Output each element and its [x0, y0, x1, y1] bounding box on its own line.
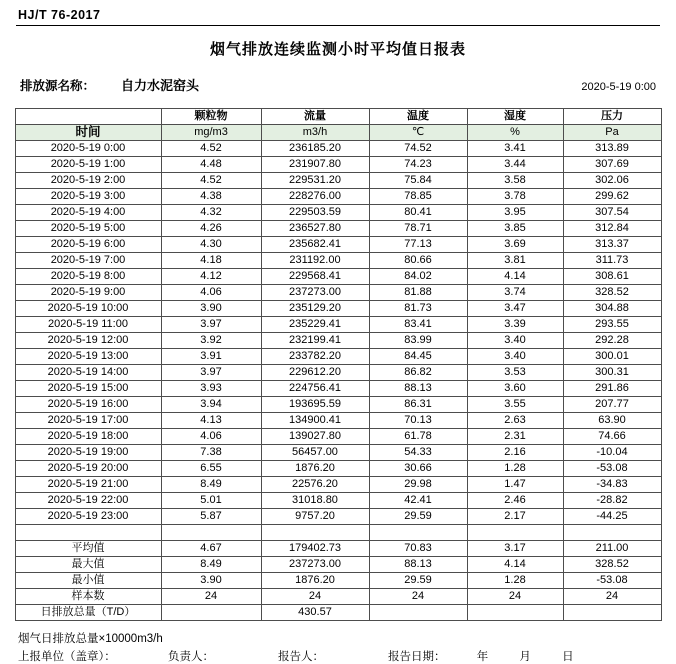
row-value-1: 7.38 — [161, 445, 261, 461]
table-row — [15, 237, 661, 253]
table-row — [15, 205, 661, 221]
row-value-4: 3.39 — [467, 317, 563, 333]
row-value-1: 3.92 — [161, 333, 261, 349]
row-value-4: 4.14 — [467, 269, 563, 285]
table-row — [15, 397, 661, 413]
row-value-2: 229612.20 — [261, 365, 369, 381]
row-value-1: 4.18 — [161, 253, 261, 269]
table-row — [15, 141, 661, 157]
row-time: 2020-5-19 3:00 — [15, 189, 161, 205]
row-value-3: 84.45 — [369, 349, 467, 365]
row-value-3: 74.52 — [369, 141, 467, 157]
row-value-1: 4.48 — [161, 157, 261, 173]
row-value-4: 2.46 — [467, 493, 563, 509]
table-row — [15, 173, 661, 189]
row-value-4: 3.53 — [467, 365, 563, 381]
signature-row — [14, 648, 662, 664]
table-header-row — [15, 109, 661, 125]
summary-row — [15, 541, 661, 557]
summary-row — [15, 573, 661, 589]
row-value-4: 3.40 — [467, 333, 563, 349]
row-value-3: 80.41 — [369, 205, 467, 221]
row-value-3: 29.59 — [369, 509, 467, 525]
row-time: 2020-5-19 22:00 — [15, 493, 161, 509]
summary-value-3: 24 — [369, 589, 467, 605]
row-value-5: -53.08 — [563, 461, 661, 477]
row-value-5: 292.28 — [563, 333, 661, 349]
row-value-1: 3.91 — [161, 349, 261, 365]
daily-total-blank-1 — [161, 605, 261, 621]
summary-value-1: 4.67 — [161, 541, 261, 557]
daily-total-value: 430.57 — [261, 605, 369, 621]
row-value-4: 3.47 — [467, 301, 563, 317]
row-value-3: 29.98 — [369, 477, 467, 493]
page-title: 烟气排放连续监测小时平均值日报表 — [209, 41, 466, 58]
row-value-3: 30.66 — [369, 461, 467, 477]
row-time: 2020-5-19 17:00 — [15, 413, 161, 429]
row-value-2: 134900.41 — [261, 413, 369, 429]
row-value-3: 70.13 — [369, 413, 467, 429]
row-time: 2020-5-19 18:00 — [15, 429, 161, 445]
source-label: 排放源名称： — [20, 79, 96, 93]
row-time: 2020-5-19 16:00 — [15, 397, 161, 413]
row-value-2: 229568.41 — [261, 269, 369, 285]
row-value-1: 4.26 — [161, 221, 261, 237]
row-value-3: 83.99 — [369, 333, 467, 349]
row-value-1: 5.01 — [161, 493, 261, 509]
row-value-5: 308.61 — [563, 269, 661, 285]
row-value-5: 299.62 — [563, 189, 661, 205]
row-value-5: 313.37 — [563, 237, 661, 253]
daily-total-empty-2 — [467, 605, 563, 621]
summary-label: 平均值 — [15, 541, 161, 557]
row-value-1: 3.97 — [161, 317, 261, 333]
row-value-1: 8.49 — [161, 477, 261, 493]
summary-value-1: 3.90 — [161, 573, 261, 589]
row-value-4: 2.17 — [467, 509, 563, 525]
report-unit-label: 上报单位（盖章）： — [18, 651, 116, 663]
summary-value-2: 1876.20 — [261, 573, 369, 589]
row-time: 2020-5-19 8:00 — [15, 269, 161, 285]
summary-value-1: 24 — [161, 589, 261, 605]
report-date-group — [388, 648, 652, 664]
row-value-4: 3.85 — [467, 221, 563, 237]
row-value-4: 3.41 — [467, 141, 563, 157]
source-row — [14, 75, 662, 94]
column-header-1: 颗粒物 — [161, 109, 261, 125]
table-row — [15, 509, 661, 525]
daily-total-label: 日排放总量（T/D） — [15, 605, 161, 621]
column-unit-2: m3/h — [261, 125, 369, 141]
row-value-2: 193695.59 — [261, 397, 369, 413]
row-value-4: 1.28 — [467, 461, 563, 477]
row-value-2: 232199.41 — [261, 333, 369, 349]
row-value-5: 313.89 — [563, 141, 661, 157]
blank-cell — [467, 525, 563, 541]
row-value-4: 3.74 — [467, 285, 563, 301]
row-value-1: 4.13 — [161, 413, 261, 429]
report-date-blanks — [449, 651, 574, 663]
row-time: 2020-5-19 2:00 — [15, 173, 161, 189]
row-value-5: 304.88 — [563, 301, 661, 317]
row-value-1: 3.97 — [161, 365, 261, 381]
row-value-1: 4.06 — [161, 429, 261, 445]
row-value-5: 293.55 — [563, 317, 661, 333]
row-value-3: 81.73 — [369, 301, 467, 317]
row-value-2: 229531.20 — [261, 173, 369, 189]
row-value-5: 207.77 — [563, 397, 661, 413]
row-value-2: 22576.20 — [261, 477, 369, 493]
row-time: 2020-5-19 20:00 — [15, 461, 161, 477]
blank-cell — [563, 525, 661, 541]
row-time: 2020-5-19 1:00 — [15, 157, 161, 173]
row-value-3: 78.85 — [369, 189, 467, 205]
row-value-3: 86.82 — [369, 365, 467, 381]
row-value-5: -34.83 — [563, 477, 661, 493]
row-value-3: 81.88 — [369, 285, 467, 301]
row-value-3: 88.13 — [369, 381, 467, 397]
summary-label: 最小值 — [15, 573, 161, 589]
table-row — [15, 253, 661, 269]
summary-value-2: 179402.73 — [261, 541, 369, 557]
row-time: 2020-5-19 4:00 — [15, 205, 161, 221]
row-value-2: 229503.59 — [261, 205, 369, 221]
reporter-label: 报告人： — [278, 651, 324, 663]
source-value: 自力水泥窑头 — [121, 78, 200, 93]
day-label: 日 — [562, 651, 574, 663]
row-value-2: 235682.41 — [261, 237, 369, 253]
row-time: 2020-5-19 9:00 — [15, 285, 161, 301]
daily-total-empty-1 — [369, 605, 467, 621]
row-value-2: 9757.20 — [261, 509, 369, 525]
header-corner-cell — [15, 109, 161, 125]
row-value-5: 311.73 — [563, 253, 661, 269]
table-row — [15, 285, 661, 301]
row-value-5: 312.84 — [563, 221, 661, 237]
table-row — [15, 189, 661, 205]
table-row — [15, 461, 661, 477]
row-value-4: 3.58 — [467, 173, 563, 189]
row-value-4: 3.40 — [467, 349, 563, 365]
summary-value-4: 3.17 — [467, 541, 563, 557]
row-value-2: 233782.20 — [261, 349, 369, 365]
row-value-5: -10.04 — [563, 445, 661, 461]
summary-value-4: 4.14 — [467, 557, 563, 573]
row-value-1: 3.94 — [161, 397, 261, 413]
summary-value-4: 24 — [467, 589, 563, 605]
summary-row — [15, 589, 661, 605]
blank-cell — [15, 525, 161, 541]
summary-value-5: 328.52 — [563, 557, 661, 573]
row-value-3: 42.41 — [369, 493, 467, 509]
row-value-2: 237273.00 — [261, 285, 369, 301]
report-date-label: 报告日期： — [388, 651, 446, 663]
row-value-1: 4.52 — [161, 141, 261, 157]
row-value-5: 307.54 — [563, 205, 661, 221]
row-value-3: 83.41 — [369, 317, 467, 333]
column-header-5: 压力 — [563, 109, 661, 125]
table-row — [15, 221, 661, 237]
table-row — [15, 381, 661, 397]
row-value-4: 3.78 — [467, 189, 563, 205]
row-value-1: 4.12 — [161, 269, 261, 285]
table-row — [15, 269, 661, 285]
table-row — [15, 429, 661, 445]
row-time: 2020-5-19 5:00 — [15, 221, 161, 237]
row-value-5: 328.52 — [563, 285, 661, 301]
column-header-3: 温度 — [369, 109, 467, 125]
summary-value-2: 24 — [261, 589, 369, 605]
row-value-2: 235129.20 — [261, 301, 369, 317]
row-value-3: 77.13 — [369, 237, 467, 253]
standard-code: HJ/T 76-2017 — [18, 8, 101, 22]
summary-value-5: -53.08 — [563, 573, 661, 589]
table-row — [15, 333, 661, 349]
table-row — [15, 317, 661, 333]
row-value-1: 3.90 — [161, 301, 261, 317]
row-value-1: 5.87 — [161, 509, 261, 525]
table-row — [15, 477, 661, 493]
table-row — [15, 493, 661, 509]
row-value-1: 4.52 — [161, 173, 261, 189]
row-value-4: 3.69 — [467, 237, 563, 253]
table-unit-row — [15, 125, 661, 141]
row-time: 2020-5-19 13:00 — [15, 349, 161, 365]
row-value-4: 1.47 — [467, 477, 563, 493]
summary-value-4: 1.28 — [467, 573, 563, 589]
table-blank-row — [15, 525, 661, 541]
data-table — [15, 108, 662, 621]
row-value-5: 302.06 — [563, 173, 661, 189]
row-value-4: 2.31 — [467, 429, 563, 445]
table-row — [15, 349, 661, 365]
row-time: 2020-5-19 10:00 — [15, 301, 161, 317]
table-row — [15, 157, 661, 173]
row-time: 2020-5-19 19:00 — [15, 445, 161, 461]
year-label: 年 — [476, 651, 489, 663]
summary-value-1: 8.49 — [161, 557, 261, 573]
row-value-5: 300.31 — [563, 365, 661, 381]
column-unit-3: ℃ — [369, 125, 467, 141]
column-header-2: 流量 — [261, 109, 369, 125]
daily-total-empty-3 — [563, 605, 661, 621]
row-time: 2020-5-19 21:00 — [15, 477, 161, 493]
daily-total-row — [15, 605, 661, 621]
row-value-4: 2.63 — [467, 413, 563, 429]
row-value-3: 74.23 — [369, 157, 467, 173]
column-unit-5: Pa — [563, 125, 661, 141]
row-value-5: -44.25 — [563, 509, 661, 525]
row-value-2: 231907.80 — [261, 157, 369, 173]
row-value-5: 291.86 — [563, 381, 661, 397]
row-time: 2020-5-19 11:00 — [15, 317, 161, 333]
row-value-3: 78.71 — [369, 221, 467, 237]
header-divider — [16, 25, 660, 26]
row-value-4: 3.60 — [467, 381, 563, 397]
row-value-4: 3.95 — [467, 205, 563, 221]
row-value-1: 6.55 — [161, 461, 261, 477]
row-value-4: 2.16 — [467, 445, 563, 461]
row-value-2: 56457.00 — [261, 445, 369, 461]
summary-value-5: 211.00 — [563, 541, 661, 557]
summary-value-3: 88.13 — [369, 557, 467, 573]
row-value-2: 236527.80 — [261, 221, 369, 237]
row-time: 2020-5-19 23:00 — [15, 509, 161, 525]
row-value-2: 231192.00 — [261, 253, 369, 269]
row-value-1: 4.32 — [161, 205, 261, 221]
row-value-2: 139027.80 — [261, 429, 369, 445]
summary-value-2: 237273.00 — [261, 557, 369, 573]
summary-label: 样本数 — [15, 589, 161, 605]
row-value-5: 307.69 — [563, 157, 661, 173]
row-value-3: 61.78 — [369, 429, 467, 445]
row-time: 2020-5-19 7:00 — [15, 253, 161, 269]
row-value-4: 3.81 — [467, 253, 563, 269]
row-value-3: 86.31 — [369, 397, 467, 413]
row-value-5: -28.82 — [563, 493, 661, 509]
row-value-3: 80.66 — [369, 253, 467, 269]
blank-cell — [369, 525, 467, 541]
row-value-2: 228276.00 — [261, 189, 369, 205]
table-row — [15, 413, 661, 429]
row-time: 2020-5-19 0:00 — [15, 141, 161, 157]
summary-value-5: 24 — [563, 589, 661, 605]
row-value-4: 3.55 — [467, 397, 563, 413]
summary-row — [15, 557, 661, 573]
table-row — [15, 445, 661, 461]
table-row — [15, 301, 661, 317]
row-value-5: 300.01 — [563, 349, 661, 365]
month-label: 月 — [519, 651, 531, 663]
row-value-2: 235229.41 — [261, 317, 369, 333]
row-value-1: 4.30 — [161, 237, 261, 253]
row-time: 2020-5-19 6:00 — [15, 237, 161, 253]
summary-value-3: 70.83 — [369, 541, 467, 557]
footnote-total: 烟气日排放总量×10000m3/h — [18, 633, 163, 645]
row-value-1: 4.38 — [161, 189, 261, 205]
row-value-2: 1876.20 — [261, 461, 369, 477]
row-value-2: 31018.80 — [261, 493, 369, 509]
row-value-4: 3.44 — [467, 157, 563, 173]
row-value-5: 74.66 — [563, 429, 661, 445]
summary-value-3: 29.59 — [369, 573, 467, 589]
row-value-5: 63.90 — [563, 413, 661, 429]
row-time: 2020-5-19 15:00 — [15, 381, 161, 397]
report-datetime: 2020-5-19 0:00 — [581, 81, 656, 93]
row-value-1: 3.93 — [161, 381, 261, 397]
table-row — [15, 365, 661, 381]
row-value-3: 84.02 — [369, 269, 467, 285]
column-unit-1: mg/m3 — [161, 125, 261, 141]
row-value-1: 4.06 — [161, 285, 261, 301]
row-time: 2020-5-19 14:00 — [15, 365, 161, 381]
column-header-4: 湿度 — [467, 109, 563, 125]
row-value-2: 224756.41 — [261, 381, 369, 397]
column-unit-4: % — [467, 125, 563, 141]
blank-cell — [161, 525, 261, 541]
responsible-person-label: 负责人： — [168, 651, 214, 663]
row-value-3: 75.84 — [369, 173, 467, 189]
row-time: 2020-5-19 12:00 — [15, 333, 161, 349]
time-column-header: 时间 — [15, 125, 161, 141]
row-value-2: 236185.20 — [261, 141, 369, 157]
row-value-3: 54.33 — [369, 445, 467, 461]
blank-cell — [261, 525, 369, 541]
summary-label: 最大值 — [15, 557, 161, 573]
